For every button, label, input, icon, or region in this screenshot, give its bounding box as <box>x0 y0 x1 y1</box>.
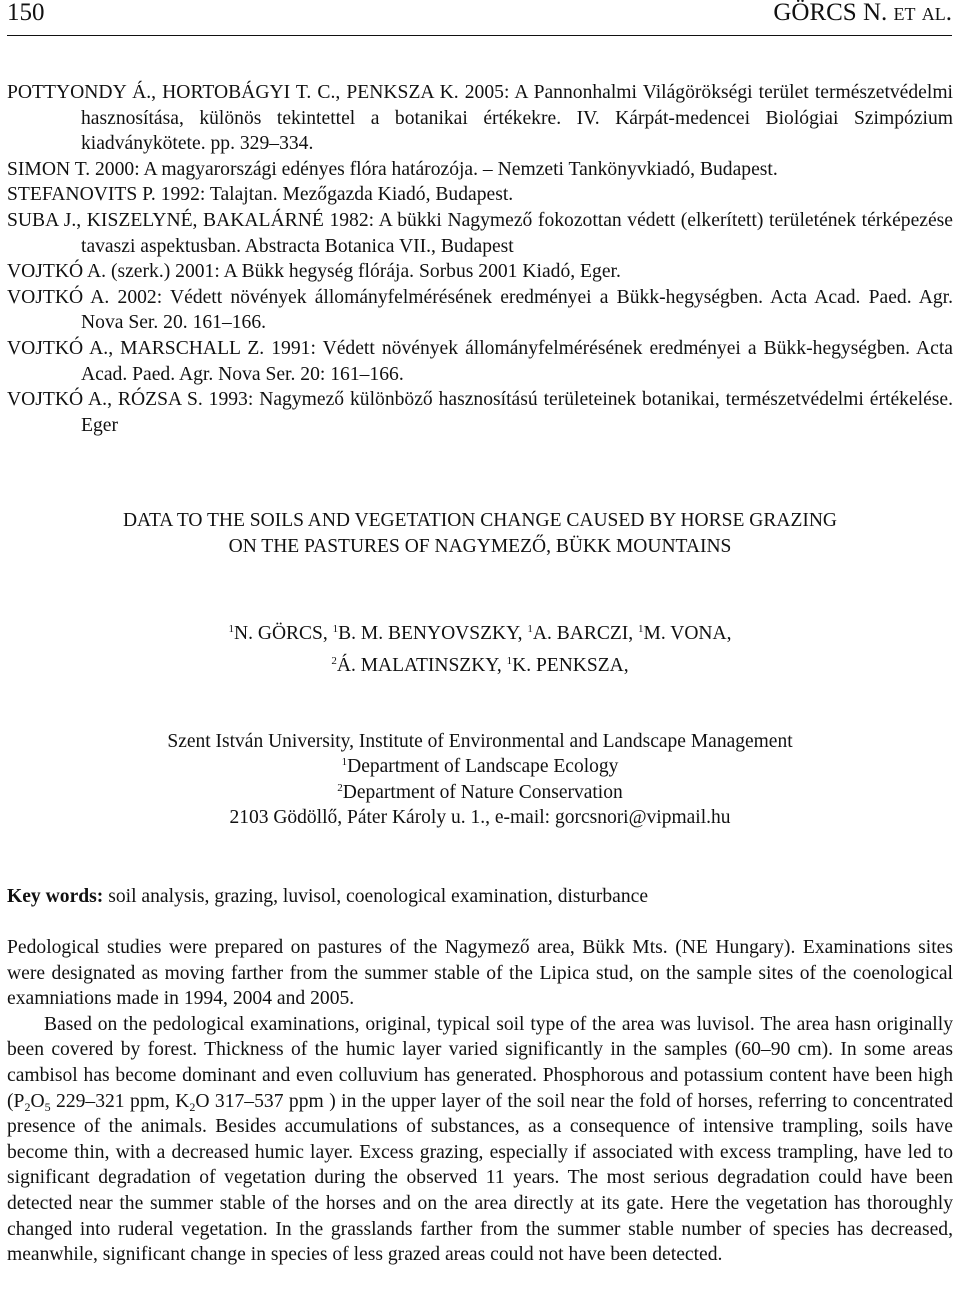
reference-authors: STEFANOVITS P. <box>7 184 156 206</box>
reference-text: 1993: Nagymező különböző hasznosítású területeinek botanikai, természetvédelmi értékelése. Eger <box>81 389 953 436</box>
subscript: 5 <box>44 1099 51 1114</box>
keywords <box>7 884 953 910</box>
header-rule <box>7 35 952 36</box>
running-head: GÖRCS N. et al. <box>773 0 952 26</box>
author-affiliation-mark: 1 <box>332 623 339 635</box>
abstract-text: O 317–537 ppm ) in the upper layer of the soil near the fold of horses, referring to concentrated presence of the animals. Besides accumulations of substances, as a consequence of intensive trampling, soils have become thin, with a decreased humic layer. Excess grazing, especially if associated with excess trampling, have led to significant degradation of vegetation during the observed 11 years. The most serious degradation could have been detected near the summer stable of the horses and on the area directly at its gate. Here the vegetation has thoroughly changed into ruderal vegetation. In the grasslands farther from the summer stable number of species has decreased, meanwhile, significant change in species of less grazed areas could not have been detected. <box>7 1090 953 1266</box>
author-list <box>0 618 960 682</box>
reference-item <box>7 285 953 336</box>
reference-item <box>7 259 953 285</box>
page-header <box>7 0 952 36</box>
reference-authors: VOJTKÓ A., MARSCHALL Z. <box>7 337 265 359</box>
author-name: M. VONA, <box>643 623 732 644</box>
reference-item <box>7 157 953 183</box>
affiliation-department <box>0 754 960 779</box>
page-number: 150 <box>7 0 45 26</box>
department-name: Department of Landscape Ecology <box>347 756 619 778</box>
reference-text: 2000: A magyarországi edényes flóra határozója. – Nemzeti Tankönyvkiadó, Budapest. <box>90 158 778 180</box>
abstract-paragraph <box>7 1012 953 1268</box>
reference-authors: VOJTKÓ A. <box>7 261 107 283</box>
reference-item <box>7 208 953 259</box>
keywords-text: soil analysis, grazing, luvisol, coenological examination, disturbance <box>103 886 649 907</box>
author-affiliation-mark: 1 <box>638 623 644 635</box>
author-line <box>0 618 960 650</box>
affiliation-mark: 2 <box>337 781 343 794</box>
reference-authors: VOJTKÓ A., RÓZSA S. <box>7 389 203 411</box>
keywords-label: Key words: <box>7 886 104 907</box>
author-affiliation-mark: 1 <box>506 655 513 667</box>
reference-text: 1982: A bükki Nagymező fokozottan védett (elkerített) területének térképezése tavaszi aspektusban. Abstracta Botanica VII., Budapest <box>81 209 954 257</box>
reference-list <box>7 80 953 438</box>
subscript: 2 <box>24 1099 31 1114</box>
author-name: A. BARCZI, <box>532 623 638 644</box>
reference-item <box>7 182 953 208</box>
abstract-text: 229–321 ppm, K <box>50 1090 190 1112</box>
reference-text: 2002: Védett növények állományfelmérésének eredményei a Bükk-hegységben. Acta Acad. Paed. Agr. Nova Ser. 20. 161–166. <box>81 286 953 334</box>
abstract-text: O <box>30 1090 45 1112</box>
author-name: N. GÖRCS, <box>234 623 333 644</box>
author-affiliation-mark: 1 <box>228 623 235 635</box>
affiliation-block <box>0 729 960 830</box>
author-line <box>0 650 960 682</box>
reference-authors: VOJTKÓ A. <box>7 286 110 308</box>
affiliation-mark: 1 <box>341 756 348 769</box>
reference-authors: SIMON T. <box>7 158 91 180</box>
affiliation-address: 2103 Gödöllő, Páter Károly u. 1., e-mail: gorcsnori@vipmail.hu <box>229 806 731 828</box>
affiliation-department <box>0 780 960 805</box>
author-affiliation-mark: 1 <box>527 623 533 635</box>
subscript: 2 <box>189 1099 196 1114</box>
abstract <box>7 935 953 1268</box>
article-title-line: DATA TO THE SOILS AND VEGETATION CHANGE CAUSED BY HORSE GRAZING <box>122 510 838 531</box>
author-name: K. PENKSZA, <box>512 655 629 676</box>
reference-text: 2005: A Pannonhalmi Világörökségi terület természetvédelmi hasznosítása, különös tekintettel a botanikai értékekre. IV. Kárpát-medencei Biológiai Szimpózium kiadványkötete. pp. 329–334. <box>81 82 953 155</box>
reference-authors: POTTYONDY Á., HORTOBÁGYI T. C., PENKSZA K. <box>7 82 459 103</box>
abstract-paragraph: Pedological studies were prepared on pastures of the Nagymező area, Bükk Mts. (NE Hungary). Examinations sites were designated as moving farther from the summer stable of the Lipica stud, on the sample sites of the coenological examniations made in 1994, 2004 and 2005. <box>7 937 953 1010</box>
affiliation-institute: Szent István University, Institute of Environmental and Landscape Management <box>167 731 793 752</box>
reference-text: 1992: Talajtan. Mezőgazda Kiadó, Budapest. <box>155 184 514 206</box>
reference-item <box>7 336 953 387</box>
author-affiliation-mark: 2 <box>331 655 337 667</box>
reference-item <box>7 80 953 157</box>
author-name: B. M. BENYOVSZKY, <box>338 623 528 644</box>
author-name: Á. MALATINSZKY, <box>336 655 507 676</box>
article-title-line: ON THE PASTURES OF NAGYMEZŐ, BÜKK MOUNTAINS <box>228 536 732 557</box>
reference-item <box>7 387 953 438</box>
article-title <box>0 508 960 560</box>
abstract-text: Based on the pedological examinations, original, typical soil type of the area was luvisol. The area hasn originally been covered by forest. Thickness of the humic layer varied significantly in the samples (60–90 cm). In some areas cambisol has become dominant and even colluvium has generated. Phosphorous and potassium content have been high (P <box>7 1013 953 1112</box>
reference-text: (szerk.) 2001: A Bükk hegység flórája. Sorbus 2001 Kiadó, Eger. <box>106 261 621 283</box>
department-name: Department of Nature Conservation <box>342 781 623 803</box>
reference-text: 1991: Védett növények állományfelmérésének eredményei a Bükk-hegységben. Acta Acad. Paed. Agr. Nova Ser. 20: 161–166. <box>81 337 953 385</box>
reference-authors: SUBA J., KISZELYNÉ, BAKALÁRNÉ <box>7 209 324 231</box>
